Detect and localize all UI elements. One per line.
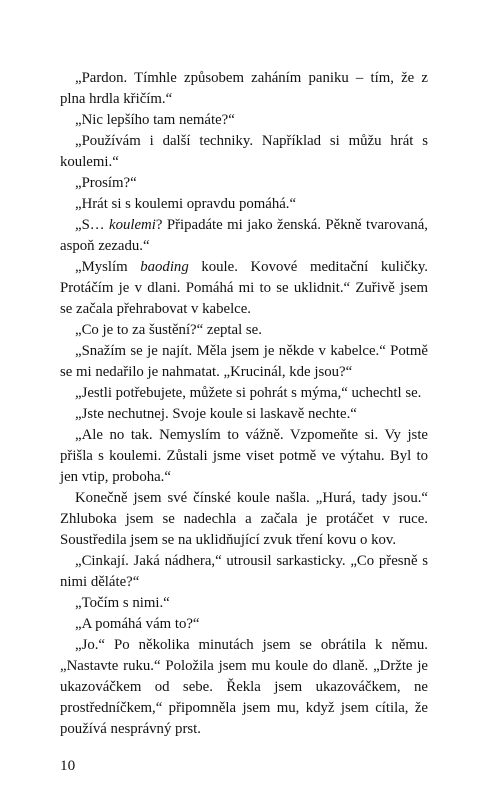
paragraph bbox=[60, 68, 428, 110]
paragraph bbox=[60, 593, 428, 614]
paragraph bbox=[60, 194, 428, 215]
text-run: „A pomáhá vám to?“ bbox=[75, 616, 200, 632]
paragraph bbox=[60, 614, 428, 635]
text-run: ? Připadáte mi jako ženská. Pěkně tvarovaná, aspoň zezadu.“ bbox=[60, 217, 429, 254]
paragraph bbox=[60, 488, 428, 551]
text-run: „Ale no tak. Nemyslím to vážně. Vzpomeňte si. Vy jste přišla s koulemi. Zůstali jsme viset potmě ve výtahu. Byl to jen vtip, proboha.“ bbox=[60, 427, 428, 485]
paragraph bbox=[60, 404, 428, 425]
paragraph bbox=[60, 341, 428, 383]
page-number: 10 bbox=[60, 757, 76, 774]
paragraph bbox=[60, 215, 428, 257]
paragraph bbox=[60, 320, 428, 341]
text-run: „Jestli potřebujete, můžete si pohrát s mýma,“ uchechtl se. bbox=[75, 385, 422, 401]
text-run: Konečně jsem své čínské koule našla. „Hurá, tady jsou.“ Zhluboka jsem se nadechla a začala je protáčet v ruce. Soustředila jsem se na uklidňující zvuk tření kovu o kov. bbox=[60, 490, 428, 548]
paragraph bbox=[60, 257, 428, 320]
text-run: „Snažím se je najít. Měla jsem je někde v kabelce.“ Potmě se mi nedařilo je nahmatat. „Krucinál, kde jsou?“ bbox=[60, 343, 428, 380]
text-run: koule. Kovové meditační kuličky. Protáčím je v dlani. Pomáhá mi to se uklidnit.“ Zuřivě jsem se začala přehrabovat v kabelce. bbox=[60, 259, 429, 317]
text-run: „Jste nechutnej. Svoje koule si laskavě nechte.“ bbox=[75, 406, 357, 422]
text-run: „Prosím?“ bbox=[75, 175, 137, 191]
text-run: „Nic lepšího tam nemáte?“ bbox=[75, 112, 235, 128]
text-run: „Co je to za šustění?“ zeptal se. bbox=[75, 322, 262, 338]
italic-text: baoding bbox=[140, 259, 189, 275]
paragraph bbox=[60, 425, 428, 488]
paragraph bbox=[60, 551, 428, 593]
text-run: „Pardon. Tímhle způsobem zaháním paniku – tím, že z plna hrdla křičím.“ bbox=[60, 70, 428, 107]
paragraph bbox=[60, 635, 428, 740]
text-run: „S… bbox=[75, 217, 110, 233]
paragraph bbox=[60, 383, 428, 404]
text-run: „Používám i další techniky. Například si můžu hrát s koulemi.“ bbox=[60, 133, 428, 170]
text-run: „Hrát si s koulemi opravdu pomáhá.“ bbox=[75, 196, 297, 212]
text-run: „Myslím bbox=[75, 259, 141, 275]
text-run: „Jo.“ Po několika minutách jsem se obrátila k němu. „Nastavte ruku.“ Položila jsem mu koule do dlaně. „Držte je ukazováčkem od sebe. Řekla jsem ukazováčkem, ne prostředníčkem,“ připomněla jsem mu, když jsem cítila, že používá nesprávný prst. bbox=[60, 637, 428, 737]
italic-text: koulemi bbox=[109, 217, 156, 233]
body-text bbox=[60, 68, 428, 740]
paragraph bbox=[60, 173, 428, 194]
paragraph bbox=[60, 131, 428, 173]
text-run: „Točím s nimi.“ bbox=[75, 595, 170, 611]
text-run: „Cinkají. Jaká nádhera,“ utrousil sarkasticky. „Co přesně s nimi děláte?“ bbox=[60, 553, 428, 590]
paragraph bbox=[60, 110, 428, 131]
